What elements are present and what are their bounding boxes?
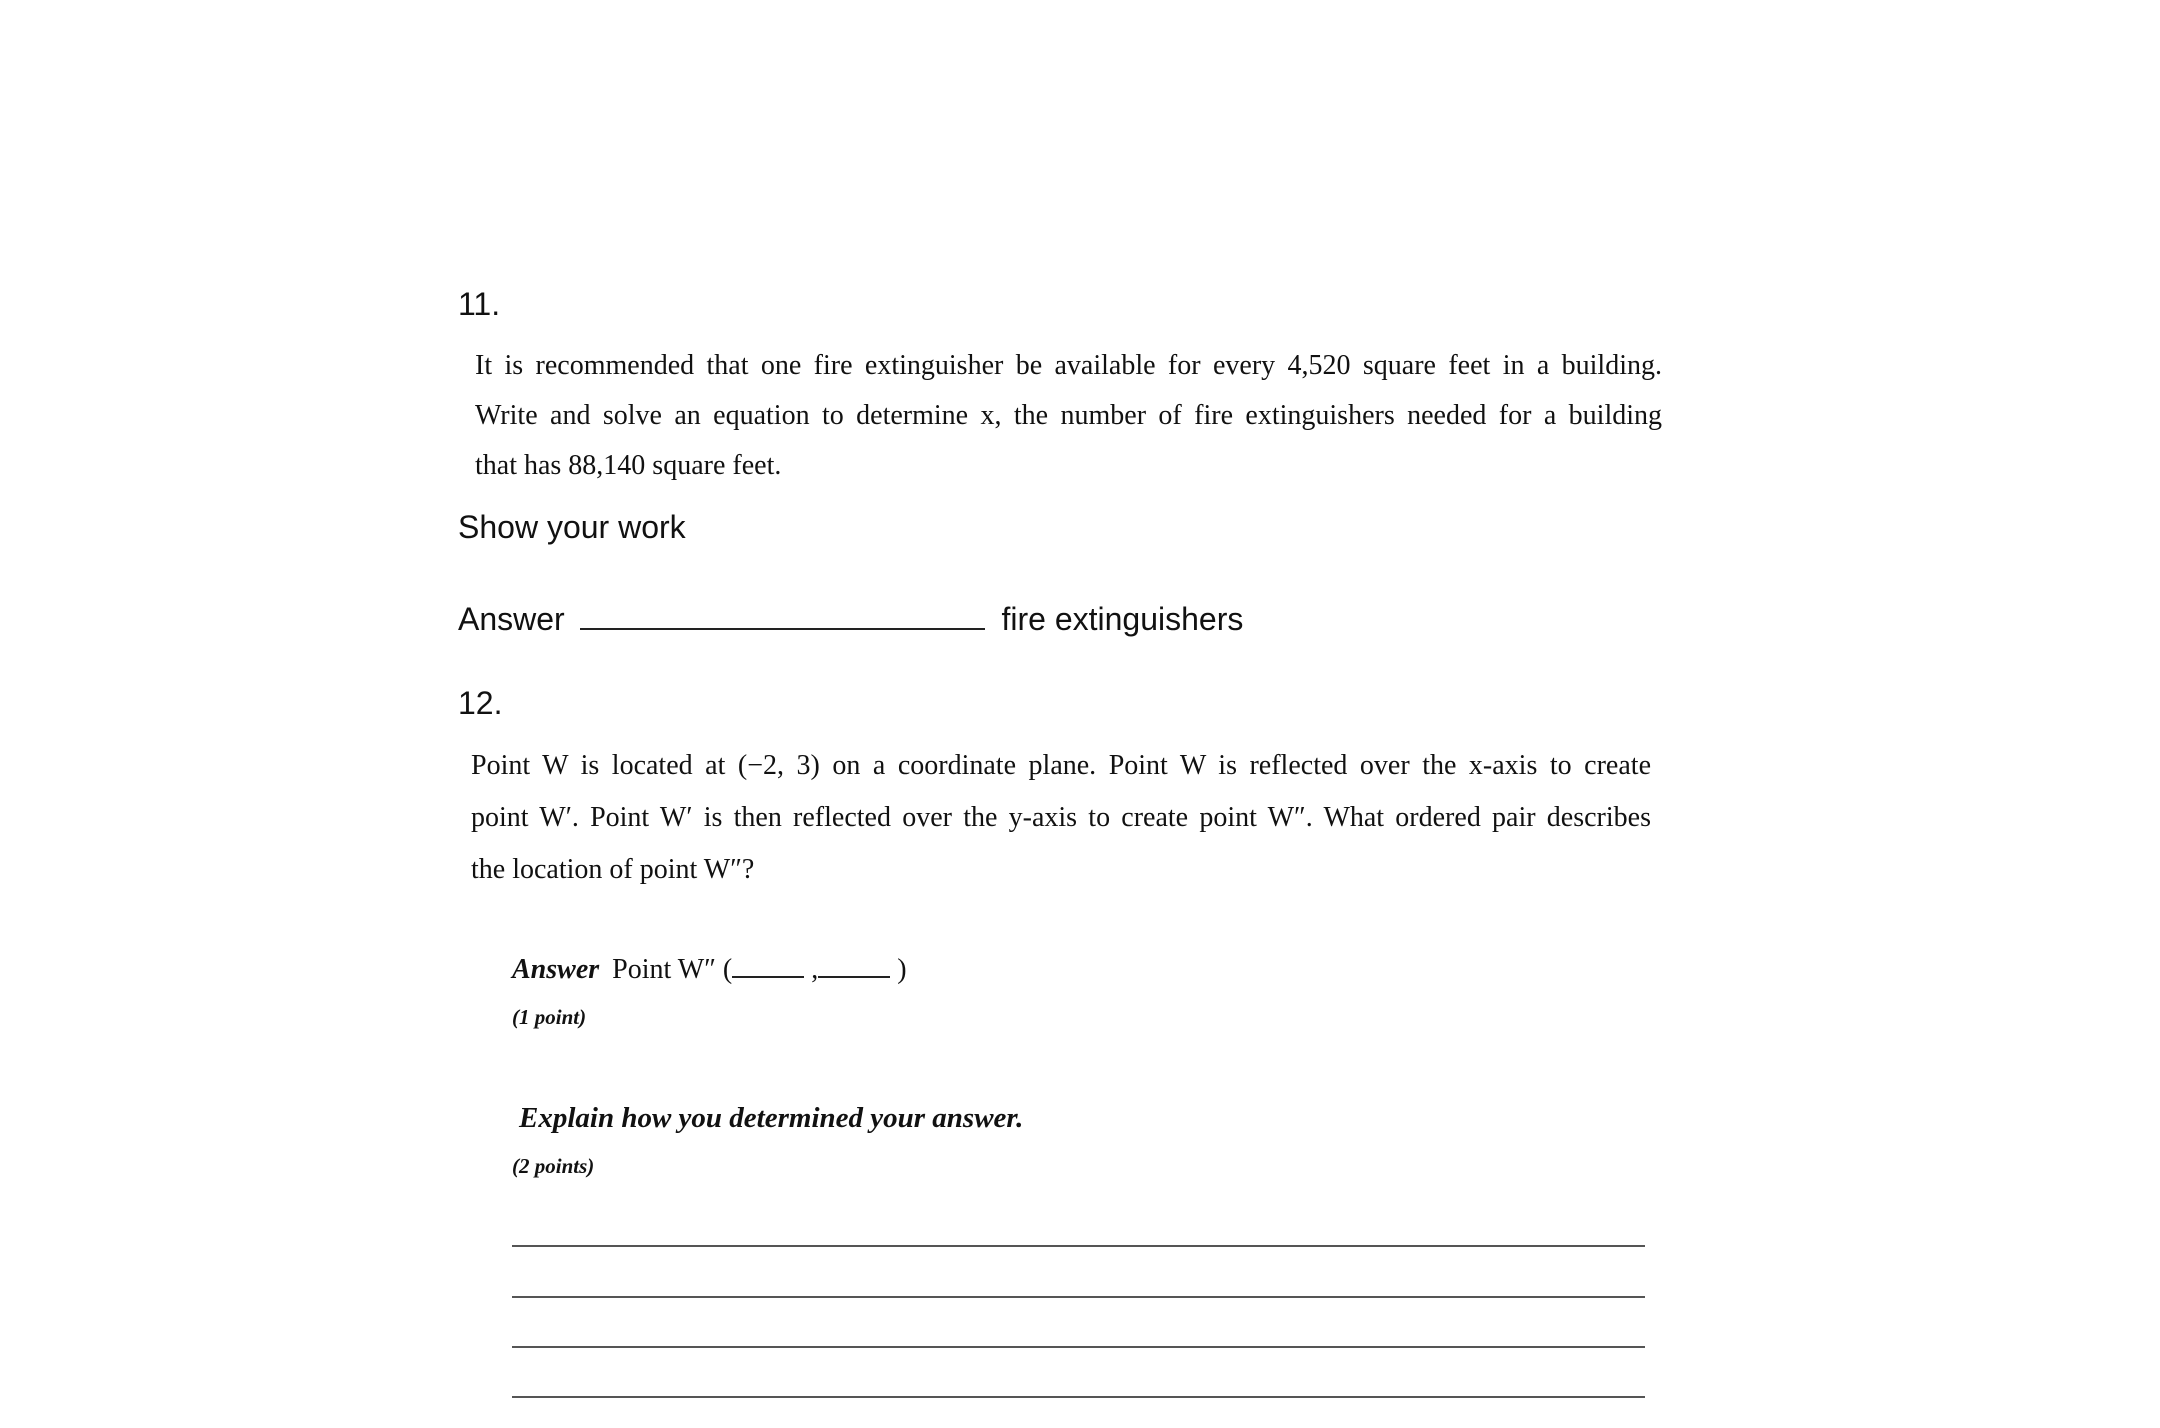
question-12-line: Point W is located at (−2, 3) on a coordinate plane. Point W is reflected over the x-axis to create bbox=[471, 750, 1651, 781]
explanation-line[interactable] bbox=[512, 1346, 1645, 1348]
explain-points: (2 points) bbox=[512, 1154, 595, 1178]
explanation-line[interactable] bbox=[512, 1396, 1645, 1398]
question-12-text bbox=[471, 740, 1651, 896]
question-11-text bbox=[475, 341, 1662, 491]
question-11-line: It is recommended that one fire extinguisher be available for every 4,520 square feet in a building. bbox=[475, 350, 1662, 381]
question-12-number: 12. bbox=[458, 685, 503, 721]
question-11-answer-row bbox=[458, 598, 1243, 638]
answer-blank[interactable] bbox=[580, 598, 985, 630]
question-11-line: that has 88,140 square feet. bbox=[475, 450, 782, 481]
y-coordinate-blank[interactable] bbox=[818, 952, 890, 978]
comma: , bbox=[811, 954, 819, 985]
question-11-line: Write and solve an equation to determine x, the number of fire extinguishers needed for a building bbox=[475, 400, 1662, 431]
answer-unit: fire extinguishers bbox=[1001, 601, 1244, 637]
question-11-number: 11. bbox=[458, 286, 501, 322]
question-12-line: point W′. Point W′ is then reflected over the y-axis to create point W″. What ordered pair describes bbox=[471, 802, 1651, 833]
explanation-line[interactable] bbox=[512, 1296, 1645, 1298]
answer-label: Answer bbox=[458, 601, 565, 637]
show-work-label: Show your work bbox=[458, 509, 686, 545]
explanation-line[interactable] bbox=[512, 1245, 1645, 1247]
answer-point-text: Point W″ ( bbox=[612, 954, 733, 985]
x-coordinate-blank[interactable] bbox=[732, 952, 804, 978]
question-12-answer-row bbox=[512, 952, 907, 986]
close-paren: ) bbox=[897, 954, 907, 985]
explain-label: Explain how you determined your answer. bbox=[519, 1102, 1024, 1134]
answer-points: (1 point) bbox=[512, 1005, 587, 1029]
answer-label: Answer bbox=[512, 954, 600, 985]
question-12-line: the location of point W″? bbox=[471, 854, 755, 885]
